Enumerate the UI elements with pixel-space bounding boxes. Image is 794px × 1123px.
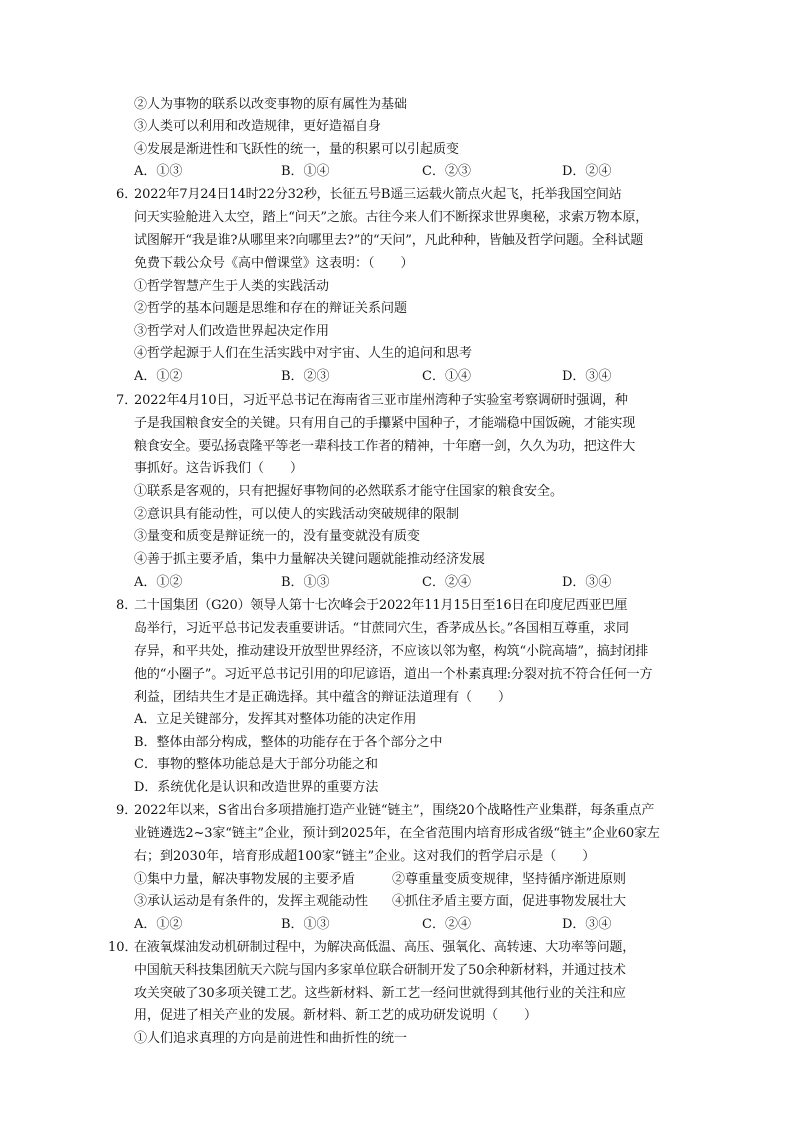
q5-choice-a[interactable]: A．①③ [134,164,183,179]
q9-stem-line-2: 业链遴选2~3家“链主”企业，预计到2025年，在全省范围内培育形成省级“链主”企业60家左 [134,826,660,841]
q10-option-1: ①人们追求真理的方向是前进性和曲折性的统一 [134,1031,408,1046]
q6-choice-b[interactable]: B．②③ [281,369,330,384]
q5-option-3: ③人类可以利用和改造规律，更好造福自身 [134,119,382,134]
q6-stem-line-1: 2022年7月24日14时22分32秒，长征五号B遥三运载火箭点火起飞，托举我国空间站 [134,187,622,202]
q6-stem-line-3: 试图解开“我是谁?从哪里来?向哪里去?”的“天问”，凡此种种，皆触及哲学问题。全科试题 [134,233,644,248]
q6-number: 6． [116,187,138,202]
q8-option-d[interactable]: D．系统优化是认识和改造世界的重要方法 [134,780,379,795]
q5-choice-b[interactable]: B．①④ [281,164,330,179]
q7-option-3: ③量变和质变是辩证统一的，没有量变就没有质变 [134,529,421,544]
q8-stem-line-5: 利益，团结共生才是正确选择。其中蕴含的辩证法道理有（ ） [134,690,512,705]
q8-option-c[interactable]: C．事物的整体功能总是大于部分功能之和 [134,757,378,772]
q7-choice-c[interactable]: C．②④ [422,575,471,590]
q7-stem-line-2: 子是我国粮食安全的关键。只有用自己的手攥紧中国种子，才能端稳中国饭碗，才能实现 [134,416,636,431]
q7-choice-b[interactable]: B．①③ [281,575,330,590]
q5-choice-c[interactable]: C．②③ [422,164,471,179]
q7-number: 7． [116,393,138,408]
q9-stem-line-1: 2022年以来，S省出台多项措施打造产业链“链主”，围绕20个战略性产业集群，每条重点产 [134,803,655,818]
q6-option-4: ④哲学起源于人们在生活实践中对宇宙、人生的追问和思考 [134,346,473,361]
q9-number: 9． [116,803,138,818]
q8-stem-line-3: 存异，和平共处，推动建设开放型世界经济，不应该以邻为壑，构筑“小院高墙”，搞封闭排 [134,644,649,659]
q9-choice-c[interactable]: C．②④ [422,917,471,932]
q7-option-4: ④善于抓主要矛盾，集中力量解决关键问题就能推动经济发展 [134,552,486,567]
q10-stem-line-2: 中国航天科技集团航天六院与国内多家单位联合研制开发了50余种新材料，并通过技术 [134,963,626,978]
q7-stem-line-4: 事抓好。这告诉我们（ ） [134,461,304,476]
q7-stem-line-1: 2022年4月10日，习近平总书记在海南省三亚市崖州湾种子实验室考察调研时强调，种 [134,393,628,408]
q8-stem-line-2: 岛举行，习近平总书记发表重要讲话。“甘蔗同穴生，香茅成丛长。”各国相互尊重，求同 [134,621,629,636]
q7-option-1: ①联系是客观的，只有把握好事物间的必然联系才能守住国家的粮食安全。 [134,484,564,499]
q8-option-a[interactable]: A．立足关键部分，发挥其对整体功能的决定作用 [134,712,417,727]
q9-choice-d[interactable]: D．③④ [562,917,612,932]
q8-option-b[interactable]: B．整体由部分构成，整体的功能存在于各个部分之中 [134,735,443,750]
q9-choice-a[interactable]: A．①② [134,917,183,932]
q9-stem-line-3: 右；到2030年，培育形成超100家“链主”企业。这对我们的哲学启示是（ ） [134,849,596,864]
q10-stem-line-3: 攻关突破了30多项关键工艺。这些新材料、新工艺一经问世就得到其他行业的关注和应 [134,986,626,1001]
q7-option-2: ②意识具有能动性，可以使人的实践活动突破规律的限制 [134,507,460,522]
q9-option-1: ①集中力量，解决事物发展的主要矛盾 [134,872,356,887]
q9-option-4: ④抓住矛盾主要方面，促进事物发展壮大 [392,894,627,909]
q8-stem-line-1: 二十国集团（G20）领导人第十七次峰会于2022年11月15日至16日在印度尼西亚巴厘 [134,598,628,613]
q5-choice-d[interactable]: D．②④ [562,164,612,179]
q10-stem-line-4: 用，促进了相关产业的发展。新材料、新工艺的成功研发说明（ ） [134,1008,538,1023]
q5-option-2: ②人为事物的联系以改变事物的原有属性为基础 [134,97,408,112]
q7-stem-line-3: 粮食安全。要弘扬袁隆平等老一辈科技工作者的精神，十年磨一剑，久久为功，把这件大 [134,439,636,454]
q6-choice-d[interactable]: D．③④ [562,369,612,384]
q6-choice-c[interactable]: C．①④ [422,369,471,384]
q6-stem-line-2: 问天实验舱进入太空，踏上“问天”之旅。古往今来人们不断探求世界奥秘，求索万物本原， [134,210,649,225]
q7-choice-d[interactable]: D．③④ [562,575,612,590]
q6-choice-a[interactable]: A．①② [134,369,183,384]
q8-stem-line-4: 他的“小圈子”。习近平总书记引用的印尼谚语，道出一个朴素真理:分裂对抗不符合任何一方 [134,667,653,682]
q8-number: 8． [116,598,138,613]
q10-number: 10． [108,940,138,955]
q6-option-1: ①哲学智慧产生于人类的实践活动 [134,279,330,294]
q6-option-2: ②哲学的基本问题是思维和存在的辩证关系问题 [134,301,408,316]
q6-option-3: ③哲学对人们改造世界起决定作用 [134,324,330,339]
q9-option-3: ③承认运动是有条件的，发挥主观能动性 [134,894,369,909]
q9-option-2: ②尊重量变质变规律，坚持循序渐进原则 [392,872,627,887]
q5-option-4: ④发展是渐进性和飞跃性的统一，量的积累可以引起质变 [134,142,460,157]
q10-stem-line-1: 在液氧煤油发动机研制过程中，为解决高低温、高压、强氧化、高转速、大功率等问题， [134,940,636,955]
q7-choice-a[interactable]: A．①② [134,575,183,590]
q9-choice-b[interactable]: B．①③ [281,917,330,932]
q6-stem-line-4: 免费下载公众号《高中僧课堂》这表明：（ ） [134,256,414,271]
